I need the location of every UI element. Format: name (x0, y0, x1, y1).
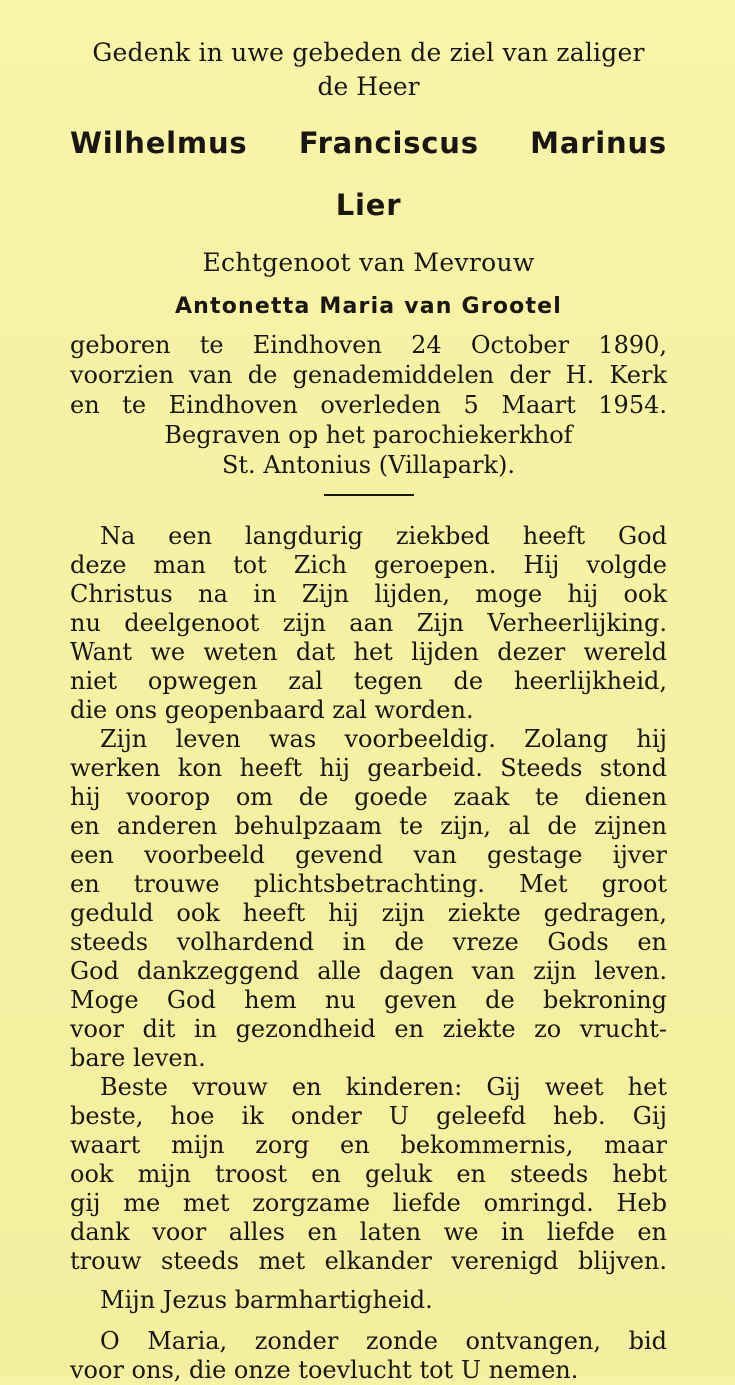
text-line: dank voor alles en laten we in liefde en (70, 1218, 667, 1246)
sacraments-line: voorzien van de genademiddelen der H. Kerk (70, 361, 667, 389)
text-line: Christus na in Zijn lijden, moge hij ook (70, 580, 667, 608)
text-line: bare leven. (70, 1044, 206, 1072)
text-line: en trouwe plichtsbetrachting. Met groot (70, 870, 667, 898)
text-line: God dankzeggend alle dagen van zijn leven. (70, 957, 667, 985)
memorial-text (70, 522, 667, 1385)
text-line: Zijn leven was voorbeeldig. Zolang hij (100, 725, 667, 753)
text-line: trouw steeds met elkander verenigd blijven. (70, 1247, 667, 1275)
deceased-surname: Lier (335, 188, 402, 222)
paragraph-1 (70, 522, 667, 725)
spouse-intro: Echtgenoot van Mevrouw (202, 248, 535, 277)
prayer-line: voor ons, die onze toevlucht tot U nemen. (70, 1356, 579, 1384)
text-line: waart mijn zorg en bekommernis, maar (70, 1131, 667, 1159)
text-line: deze man tot Zich geroepen. Hij volgde (70, 551, 667, 579)
paragraph-2 (70, 725, 667, 1073)
text-line: Want we weten dat het lijden dezer wereld (70, 638, 667, 666)
text-line: geduld ook heeft hij zijn ziekte gedragen, (70, 899, 667, 927)
text-line: werken kon heeft hij gearbeid. Steeds stond (70, 754, 667, 782)
text-line: ook mijn troost en geluk en steeds hebt (70, 1160, 667, 1188)
divider-rule (324, 494, 414, 496)
deceased-given-names (70, 124, 667, 162)
deceased-name (70, 124, 667, 224)
text-line: niet opwegen zal tegen de heerlijkheid, (70, 667, 667, 695)
paragraph-3 (70, 1073, 667, 1276)
death-line: en te Eindhoven overleden 5 Maart 1954. (70, 391, 667, 419)
given-name-1: Wilhelmus (70, 126, 248, 160)
given-name-2: Franciscus (298, 126, 479, 160)
text-line: Beste vrouw en kinderen: Gij weet het (100, 1073, 667, 1101)
burial-line: Begraven op het parochiekerkhof (164, 421, 573, 449)
prayer-jesus (70, 1286, 667, 1315)
text-line: hij voorop om de goede zaak te dienen (70, 783, 667, 811)
birth-line: geboren te Eindhoven 24 October 1890, (70, 331, 667, 359)
text-line: en anderen behulpzaam te zijn, al de zijnen (70, 812, 667, 840)
text-line: beste, hoe ik onder U geleefd heb. Gij (70, 1102, 667, 1130)
given-name-3: Marinus (530, 126, 667, 160)
prayer-request-line: Gedenk in uwe gebeden de ziel van zaliger (92, 38, 645, 67)
text-line: voor dit in gezondheid en ziekte zo vrucht- (70, 1015, 667, 1043)
cemetery-line: St. Antonius (Villapark). (221, 451, 516, 479)
spouse-name: Antonetta Maria van Grootel (174, 294, 563, 319)
prayer-line: Mijn Jezus barmhartigheid. (100, 1286, 433, 1314)
text-line: nu deelgenoot zijn aan Zijn Verheerlijking. (70, 609, 667, 637)
prayer-maria (70, 1327, 667, 1385)
text-line: gij me met zorgzame liefde omringd. Heb (70, 1189, 667, 1217)
biography-block (70, 330, 667, 480)
honorific-line: de Heer (317, 72, 420, 101)
text-line: Na een langdurig ziekbed heeft God (100, 522, 667, 550)
text-line: Moge God hem nu geven de bekroning (70, 986, 667, 1014)
text-line: die ons geopenbaard zal worden. (70, 696, 474, 724)
prayer-line: O Maria, zonder zonde ontvangen, bid (100, 1327, 667, 1355)
text-line: steeds volhardend in de vreze Gods en (70, 928, 667, 956)
text-line: een voorbeeld gevend van gestage ijver (70, 841, 667, 869)
